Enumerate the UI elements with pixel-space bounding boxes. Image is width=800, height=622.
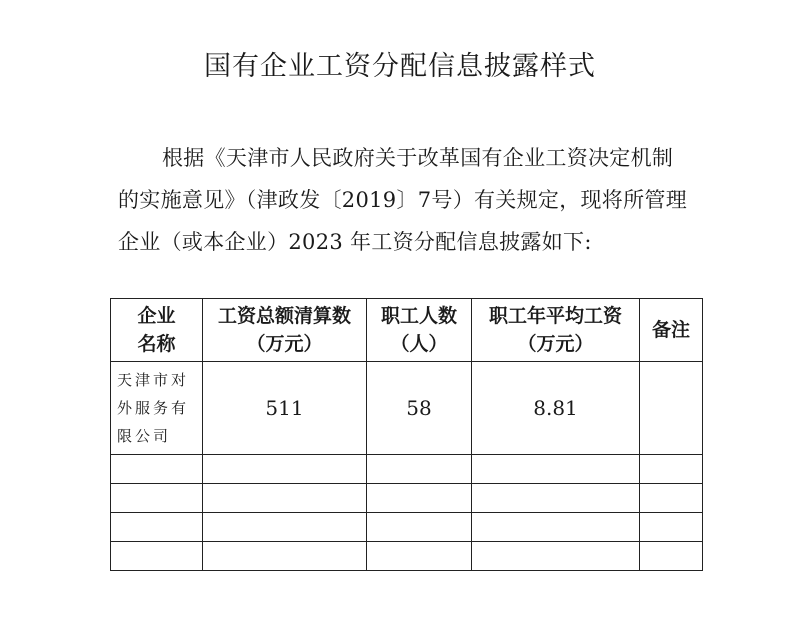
average-wage-cell: 8.81 — [472, 362, 640, 455]
header-line: 名称 — [137, 333, 176, 355]
header-line: 企业 — [137, 305, 176, 327]
empty-table-row — [111, 513, 703, 542]
empty-cell — [203, 455, 367, 484]
empty-table-row — [111, 455, 703, 484]
company-name-cell — [111, 362, 203, 455]
empty-cell — [367, 542, 472, 571]
empty-cell — [472, 513, 640, 542]
header-company-name — [111, 299, 203, 362]
empty-cell — [111, 542, 203, 571]
employee-count-cell: 58 — [367, 362, 472, 455]
company-name-line: 外服务有 — [117, 399, 190, 417]
empty-cell — [203, 513, 367, 542]
empty-cell — [640, 484, 703, 513]
company-name-line: 限公司 — [117, 427, 172, 445]
header-average-wage — [472, 299, 640, 362]
header-line: 职工年平均工资 — [488, 305, 622, 327]
empty-cell — [472, 484, 640, 513]
wage-disclosure-table — [110, 298, 703, 571]
header-line: （万元） — [517, 333, 594, 355]
company-name-line: 天津市对 — [117, 371, 190, 389]
empty-cell — [367, 484, 472, 513]
empty-cell — [111, 484, 203, 513]
empty-table-row — [111, 484, 703, 513]
intro-line-3: 企业（或本企业）2023 年工资分配信息披露如下: — [118, 230, 592, 254]
header-line: 备注 — [651, 319, 690, 341]
empty-cell — [367, 455, 472, 484]
intro-line-2: 的实施意见》（津政发〔2019〕7号）有关规定，现将所管理 — [118, 188, 688, 212]
empty-cell — [472, 542, 640, 571]
remark-cell — [640, 362, 703, 455]
empty-cell — [111, 455, 203, 484]
wage-total-cell: 511 — [203, 362, 367, 455]
header-remark — [640, 299, 703, 362]
empty-cell — [472, 455, 640, 484]
header-wage-total — [203, 299, 367, 362]
header-line: 职工人数 — [380, 305, 457, 327]
empty-cell — [111, 513, 203, 542]
table-header-row — [111, 299, 703, 362]
header-line: （人） — [390, 333, 448, 355]
header-employee-count — [367, 299, 472, 362]
empty-cell — [640, 513, 703, 542]
table-row — [111, 362, 703, 455]
document-title: 国有企业工资分配信息披露样式 — [204, 51, 596, 82]
empty-cell — [640, 455, 703, 484]
intro-line-1: 根据《天津市人民政府关于改革国有企业工资决定机制 — [162, 146, 674, 170]
empty-cell — [203, 484, 367, 513]
header-line: 工资总额清算数 — [217, 305, 351, 327]
empty-cell — [203, 542, 367, 571]
empty-cell — [367, 513, 472, 542]
empty-table-row — [111, 542, 703, 571]
header-line: （万元） — [246, 333, 323, 355]
empty-cell — [640, 542, 703, 571]
